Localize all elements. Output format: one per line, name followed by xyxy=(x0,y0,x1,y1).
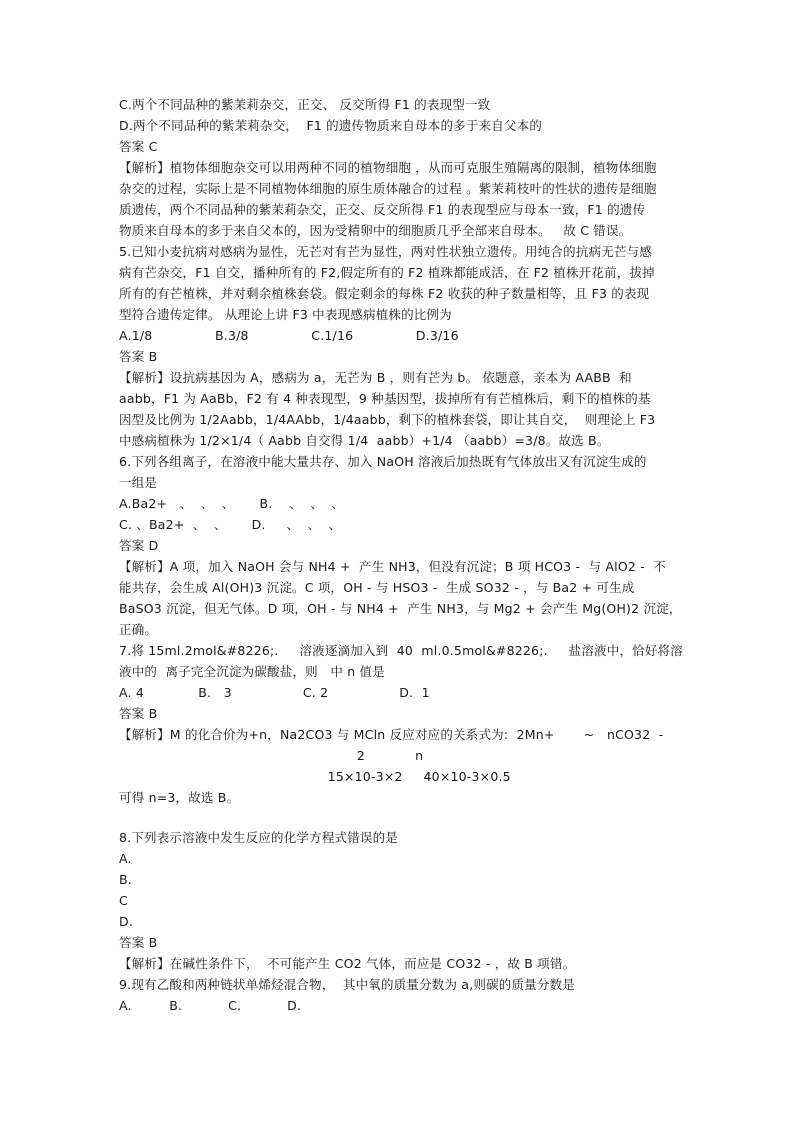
text-line: 液中的 离子完全沉淀为碳酸盐，则 中 n 值是 xyxy=(119,664,385,679)
text-line: C. 、Ba2+ 、 、 D. 、 、 、 xyxy=(119,517,342,532)
text-line: A. 4 B. 3 C. 2 D. 1 xyxy=(119,685,430,700)
text-line: C xyxy=(119,893,128,908)
text-line: D. xyxy=(119,914,133,929)
text-line: 中感病植株为 1/2×1/4（ Aabb 自交得 1/4 aabb）+1/4 （aabb）=3/8。故选 B。 xyxy=(119,433,610,448)
text-line: 所有的有芒植株，并对剩余植株套袋。假定剩余的每株 F2 收获的种子数量相等，且 F3 的表现 xyxy=(119,286,650,301)
text-line: 8.下列表示溶液中发生反应的化学方程式错误的是 xyxy=(119,830,399,845)
text-line: B. xyxy=(119,872,132,887)
text-line: 9.现有乙酸和两种链状单烯烃混合物， 其中氧的质量分数为 a,则碳的质量分数是 xyxy=(119,977,575,992)
text-line: 5.已知小麦抗病对感病为显性，无芒对有芒为显性，两对性状独立遗传。用纯合的抗病无芒与感 xyxy=(119,244,653,259)
text-line: 型符合遗传定律。 从理论上讲 F3 中表现感病植株的比例为 xyxy=(119,307,452,322)
text-line: C.两个不同品种的紫茉莉杂交，正交、 反交所得 F1 的表现型一致 xyxy=(119,97,491,112)
text-line: 杂交的过程，实际上是不同植物体细胞的原生质体融合的过程 。紫茉莉枝叶的性状的遗传是细胞 xyxy=(119,181,657,196)
text-line: 答案 B xyxy=(119,349,158,364)
text-line: A.Ba2+ 、 、 、 B. 、 、 、 xyxy=(119,496,344,511)
text-line: 可得 n=3，故选 B。 xyxy=(119,790,240,805)
text-line: 一组是 xyxy=(119,475,158,490)
text-line: 正确。 xyxy=(119,622,158,637)
text-line: BaSO3 沉淀，但无气体。D 项，OH - 与 NH4 + 产生 NH3，与 Mg2 + 会产生 Mg(OH)2 沉淀， xyxy=(119,601,682,616)
text-line: 物质来自母本的多于来自父本的，因为受精卵中的细胞质几乎全部来自母本。 故 C 错误。 xyxy=(119,223,632,238)
text-line: 答案 C xyxy=(119,139,158,154)
text-line: 【解析】设抗病基因为 A，感病为 a，无芒为 B ，则有芒为 b。 依题意，亲本为 AABB 和 xyxy=(119,370,632,385)
text-line: A. B. C. D. xyxy=(119,998,302,1013)
text-line: A. xyxy=(119,851,132,866)
text-line: 6.下列各组离子，在溶液中能大量共存、加入 NaOH 溶液后加热既有气体放出又有沉淀生成的 xyxy=(119,454,647,469)
text-line: aabb，F1 为 AaBb，F2 有 4 种表现型，9 种基因型，拔掉所有有芒植株后，剩下的植株的基 xyxy=(119,391,651,406)
text-line: 15×10-3×2 40×10-3×0.5 xyxy=(119,769,511,784)
text-line: 病有芒杂交，F1 自交，播种所有的 F2,假定所有的 F2 植珠都能成活，在 F2 植株开花前，拔掉 xyxy=(119,265,655,280)
text-line: 【解析】植物体细胞杂交可以用两种不同的植物细胞 ，从而可克服生殖隔离的限制，植物体细胞 xyxy=(119,160,657,175)
text-line: 答案 B xyxy=(119,706,158,721)
text-line: 【解析】在碱性条件下， 不可能产生 CO2 气体，而应是 CO32 - ，故 B 项错。 xyxy=(119,956,576,971)
text-line: 【解析】A 项，加入 NaOH 会与 NH4 + 产生 NH3，但没有沉淀；B 项 HCO3 - 与 AlO2 - 不 xyxy=(119,559,666,574)
text-line: D.两个不同品种的紫茉莉杂交， F1 的遗传物质来自母本的多于来自父本的 xyxy=(119,118,543,133)
text-line: 答案 B xyxy=(119,935,158,950)
text-line: 【解析】M 的化合价为+n，Na2CO3 与 MCln 反应对应的关系式为: 2Mn+ ~ nCO32 - xyxy=(119,727,664,742)
text-line: 因型及比例为 1/2Aabb，1/4AAbb，1/4aabb，剩下的植株套袋，即让其自交， 则理论上 F3 xyxy=(119,412,656,427)
text-line: 7.将 15ml.2mol&#8226;. 溶液逐滴加入到 40 ml.0.5mol&#8226;. 盐溶液中，恰好将溶 xyxy=(119,643,683,658)
text-line: A.1/8 B.3/8 C.1/16 D.3/16 xyxy=(119,328,459,343)
text-line: 能共存，会生成 Al(OH)3 沉淀。C 项，OH - 与 HSO3 - 生成 SO32 - ，与 Ba2 + 可生成 xyxy=(119,580,635,595)
text-line: 质遗传，两个不同品种的紫茉莉杂交，正交、反交所得 F1 的表现型应与母本一致，F1 的遗传 xyxy=(119,202,646,217)
text-line: 答案 D xyxy=(119,538,159,553)
text-line: 2 n xyxy=(119,748,424,763)
